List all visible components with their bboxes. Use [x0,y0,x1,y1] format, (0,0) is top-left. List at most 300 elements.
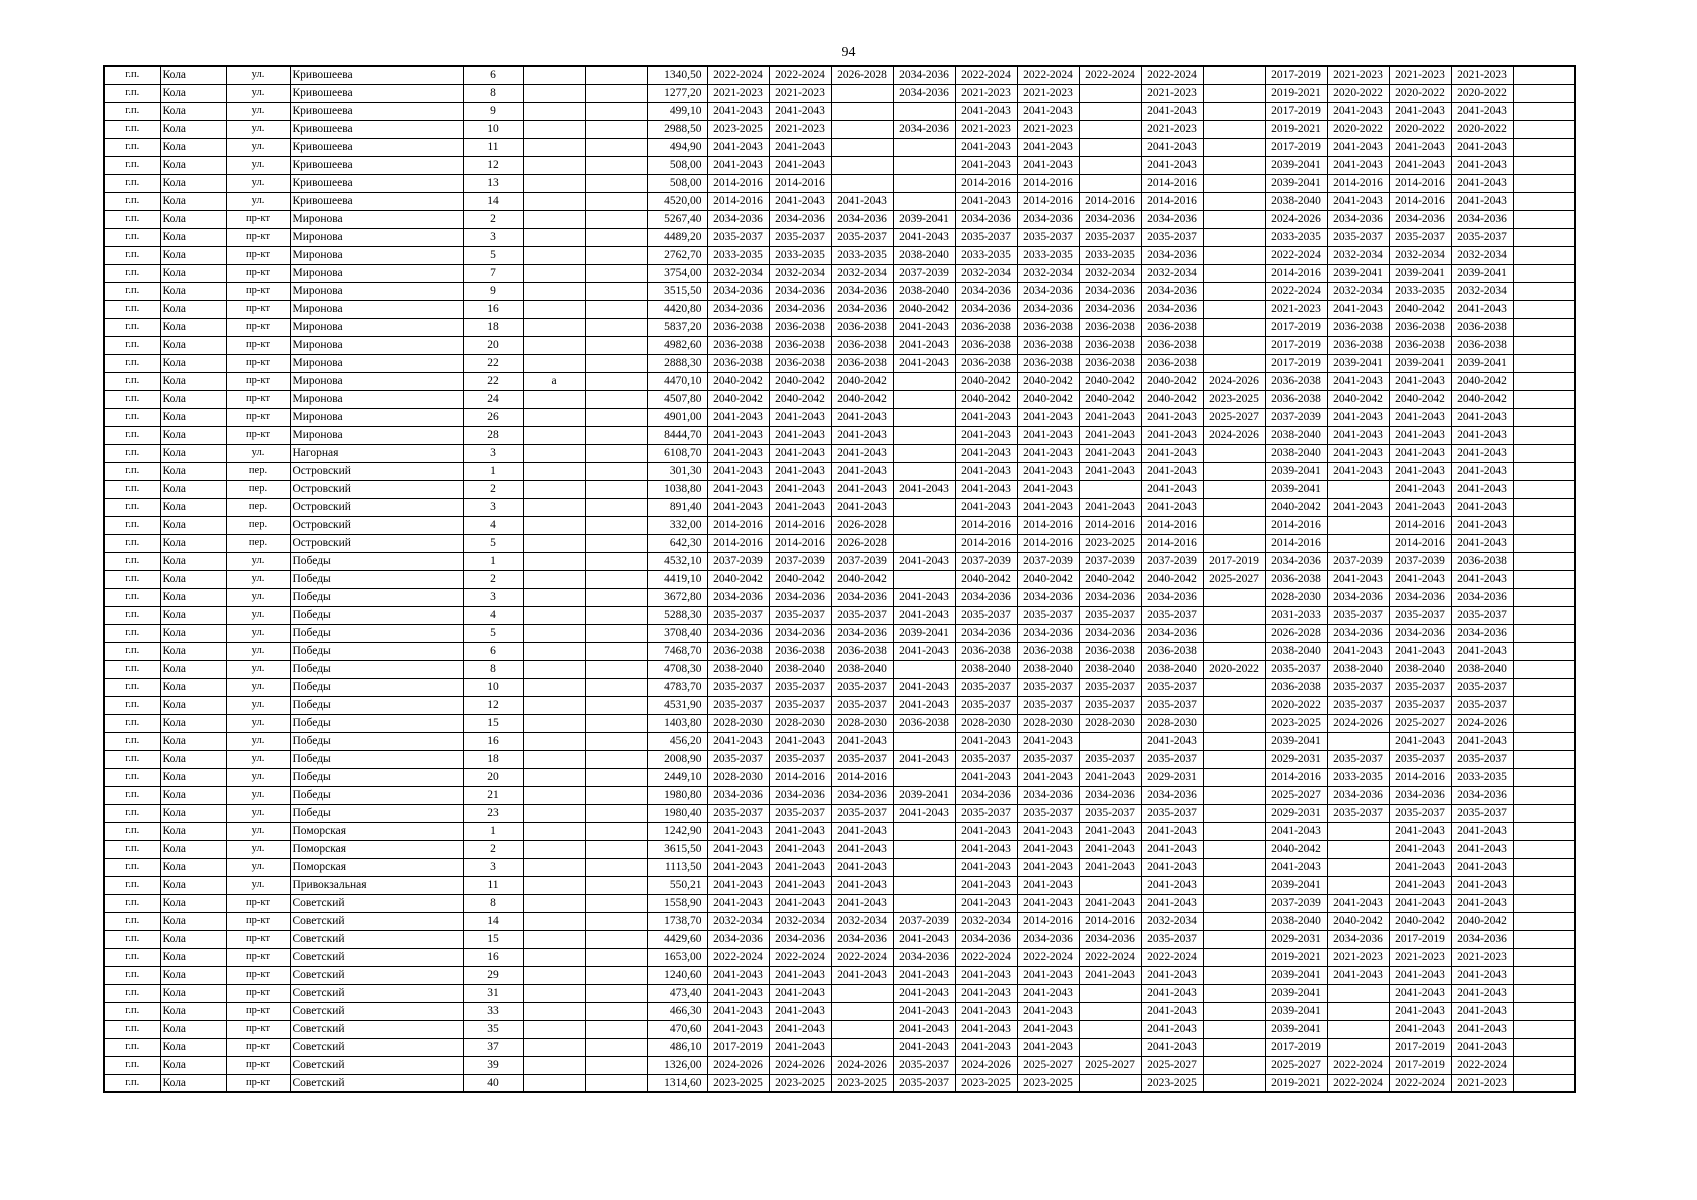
cell-term-2: 2034-2036 [769,282,831,300]
cell-term-8: 2041-2043 [1141,1038,1203,1056]
cell-term-1: 2041-2043 [707,984,769,1002]
cell-term-8: 2034-2036 [1141,282,1203,300]
cell-street-type: пр-кт [226,282,290,300]
cell-term-10: 2036-2038 [1265,372,1327,390]
cell-term-4: 2037-2039 [893,264,955,282]
cell-term-1: 2041-2043 [707,480,769,498]
cell-term-10: 2035-2037 [1265,660,1327,678]
cell-street-name: Советский [290,894,463,912]
cell-street-name: Миронова [290,426,463,444]
table-row [104,984,1575,1002]
cell-term-8: 2041-2043 [1141,156,1203,174]
cell-term-13: 2035-2037 [1451,678,1513,696]
cell-house-letter [523,498,585,516]
cell-term-8: 2014-2016 [1141,516,1203,534]
cell-settlement-type: г.п. [104,354,160,372]
cell-term-10: 2029-2031 [1265,750,1327,768]
cell-term-10: 2017-2019 [1265,336,1327,354]
cell-term-13: 2040-2042 [1451,390,1513,408]
cell-term-3: 2041-2043 [831,840,893,858]
cell-settlement-type: г.п. [104,246,160,264]
cell-term-2: 2035-2037 [769,678,831,696]
cell-term-1: 2041-2043 [707,876,769,894]
cell-house-letter [523,354,585,372]
cell-term-11: 2041-2043 [1327,156,1389,174]
cell-area: 508,00 [647,174,707,192]
cell-house-number: 8 [463,660,523,678]
cell-street-name: Миронова [290,408,463,426]
cell-area: 1558,90 [647,894,707,912]
cell-empty-trailing [1513,426,1575,444]
cell-term-10: 2019-2021 [1265,120,1327,138]
cell-term-11: 2035-2037 [1327,804,1389,822]
cell-house-number: 10 [463,120,523,138]
cell-settlement-name: Кола [160,354,226,372]
cell-street-type: пр-кт [226,1002,290,1020]
cell-street-name: Миронова [290,210,463,228]
cell-term-2: 2041-2043 [769,966,831,984]
cell-term-10: 2039-2041 [1265,732,1327,750]
cell-term-2: 2035-2037 [769,804,831,822]
cell-term-10: 2029-2031 [1265,930,1327,948]
cell-term-6: 2035-2037 [1017,678,1079,696]
table-row [104,66,1575,84]
cell-house-number: 5 [463,246,523,264]
cell-empty-trailing [1513,462,1575,480]
cell-house-number: 40 [463,1074,523,1092]
cell-term-5: 2034-2036 [955,786,1017,804]
cell-term-2: 2040-2042 [769,372,831,390]
cell-term-8: 2035-2037 [1141,696,1203,714]
cell-street-type: пр-кт [226,1074,290,1092]
cell-house-number: 2 [463,840,523,858]
cell-street-name: Победы [290,732,463,750]
cell-term-1: 2038-2040 [707,660,769,678]
cell-term-11: 2035-2037 [1327,228,1389,246]
cell-house-letter [523,120,585,138]
cell-building [585,768,647,786]
cell-house-number: 1 [463,462,523,480]
cell-building [585,66,647,84]
cell-term-12: 2035-2037 [1389,228,1451,246]
cell-street-type: ул. [226,660,290,678]
cell-term-6: 2041-2043 [1017,732,1079,750]
cell-term-6: 2038-2040 [1017,660,1079,678]
cell-house-letter [523,1002,585,1020]
cell-area: 466,30 [647,1002,707,1020]
cell-empty-trailing [1513,174,1575,192]
cell-settlement-name: Кола [160,1038,226,1056]
cell-term-1: 2035-2037 [707,696,769,714]
cell-term-9 [1203,1002,1265,1020]
cell-term-4 [893,156,955,174]
cell-area: 4708,30 [647,660,707,678]
cell-area: 4783,70 [647,678,707,696]
cell-term-3: 2034-2036 [831,588,893,606]
cell-term-5: 2041-2043 [955,480,1017,498]
cell-area: 4532,10 [647,552,707,570]
cell-term-11: 2041-2043 [1327,570,1389,588]
cell-settlement-name: Кола [160,822,226,840]
cell-street-type: ул. [226,84,290,102]
cell-street-type: пр-кт [226,912,290,930]
cell-empty-trailing [1513,246,1575,264]
cell-house-letter [523,462,585,480]
cell-term-1: 2041-2043 [707,408,769,426]
cell-street-type: пр-кт [226,318,290,336]
cell-term-11: 2038-2040 [1327,660,1389,678]
cell-settlement-name: Кола [160,876,226,894]
cell-term-12: 2036-2038 [1389,318,1451,336]
cell-settlement-type: г.п. [104,120,160,138]
cell-area: 1326,00 [647,1056,707,1074]
cell-settlement-type: г.п. [104,516,160,534]
cell-term-11: 2041-2043 [1327,498,1389,516]
cell-term-8: 2041-2043 [1141,984,1203,1002]
cell-term-12: 2035-2037 [1389,804,1451,822]
cell-term-6: 2014-2016 [1017,534,1079,552]
cell-street-name: Советский [290,1038,463,1056]
cell-term-12: 2041-2043 [1389,444,1451,462]
cell-area: 891,40 [647,498,707,516]
cell-settlement-type: г.п. [104,696,160,714]
cell-empty-trailing [1513,516,1575,534]
cell-term-7: 2036-2038 [1079,354,1141,372]
cell-settlement-type: г.п. [104,192,160,210]
cell-area: 7468,70 [647,642,707,660]
cell-term-13: 2041-2043 [1451,1020,1513,1038]
cell-term-9: 2023-2025 [1203,390,1265,408]
cell-settlement-name: Кола [160,84,226,102]
table-row [104,750,1575,768]
cell-term-8: 2034-2036 [1141,786,1203,804]
cell-empty-trailing [1513,300,1575,318]
cell-area: 499,10 [647,102,707,120]
cell-building [585,714,647,732]
cell-street-type: ул. [226,786,290,804]
cell-street-type: пр-кт [226,426,290,444]
cell-term-5: 2033-2035 [955,246,1017,264]
cell-house-letter [523,1074,585,1092]
cell-term-11: 2024-2026 [1327,714,1389,732]
cell-settlement-type: г.п. [104,138,160,156]
cell-street-type: пр-кт [226,210,290,228]
cell-term-9 [1203,678,1265,696]
cell-empty-trailing [1513,372,1575,390]
cell-term-2: 2041-2043 [769,1020,831,1038]
cell-term-8: 2041-2043 [1141,444,1203,462]
cell-term-13: 2021-2023 [1451,1074,1513,1092]
cell-settlement-name: Кола [160,246,226,264]
cell-term-11: 2034-2036 [1327,930,1389,948]
cell-settlement-name: Кола [160,894,226,912]
cell-street-name: Нагорная [290,444,463,462]
cell-term-4 [893,444,955,462]
cell-area: 1340,50 [647,66,707,84]
cell-term-5: 2041-2043 [955,966,1017,984]
cell-term-13: 2020-2022 [1451,120,1513,138]
cell-street-type: пр-кт [226,930,290,948]
cell-term-6: 2028-2030 [1017,714,1079,732]
cell-area: 2008,90 [647,750,707,768]
cell-term-7: 2014-2016 [1079,516,1141,534]
cell-term-11: 2041-2043 [1327,372,1389,390]
cell-settlement-name: Кола [160,66,226,84]
cell-term-6: 2035-2037 [1017,606,1079,624]
cell-term-10: 2019-2021 [1265,948,1327,966]
cell-term-4: 2034-2036 [893,66,955,84]
cell-settlement-type: г.п. [104,372,160,390]
table-row [104,804,1575,822]
cell-term-11: 2034-2036 [1327,786,1389,804]
cell-term-12: 2020-2022 [1389,84,1451,102]
cell-settlement-name: Кола [160,300,226,318]
cell-term-13: 2041-2043 [1451,534,1513,552]
cell-term-4 [893,372,955,390]
cell-house-letter [523,210,585,228]
cell-term-5: 2040-2042 [955,372,1017,390]
cell-term-5: 2028-2030 [955,714,1017,732]
cell-house-letter [523,876,585,894]
cell-term-12: 2041-2043 [1389,372,1451,390]
cell-term-13: 2041-2043 [1451,444,1513,462]
cell-street-type: пр-кт [226,408,290,426]
cell-term-9: 2024-2026 [1203,372,1265,390]
table-row [104,678,1575,696]
cell-settlement-type: г.п. [104,1038,160,1056]
cell-building [585,624,647,642]
cell-term-12: 2034-2036 [1389,588,1451,606]
cell-area: 301,30 [647,462,707,480]
cell-term-13: 2032-2034 [1451,282,1513,300]
cell-area: 3615,50 [647,840,707,858]
cell-term-8: 2041-2043 [1141,822,1203,840]
cell-term-13: 2041-2043 [1451,732,1513,750]
cell-building [585,498,647,516]
cell-term-8: 2041-2043 [1141,408,1203,426]
cell-term-7: 2025-2027 [1079,1056,1141,1074]
cell-building [585,516,647,534]
cell-term-10: 2031-2033 [1265,606,1327,624]
cell-term-13: 2036-2038 [1451,318,1513,336]
cell-building [585,588,647,606]
cell-building [585,570,647,588]
cell-street-name: Победы [290,552,463,570]
cell-area: 642,30 [647,534,707,552]
cell-term-5: 2022-2024 [955,66,1017,84]
cell-building [585,120,647,138]
cell-settlement-name: Кола [160,156,226,174]
cell-empty-trailing [1513,552,1575,570]
cell-term-13: 2041-2043 [1451,426,1513,444]
cell-settlement-type: г.п. [104,444,160,462]
cell-house-number: 16 [463,732,523,750]
cell-term-5: 2024-2026 [955,1056,1017,1074]
cell-term-13: 2041-2043 [1451,156,1513,174]
cell-term-12: 2041-2043 [1389,480,1451,498]
cell-street-type: ул. [226,192,290,210]
cell-term-8: 2041-2043 [1141,858,1203,876]
cell-empty-trailing [1513,138,1575,156]
cell-term-12: 2041-2043 [1389,876,1451,894]
cell-term-7: 2033-2035 [1079,246,1141,264]
cell-term-11 [1327,1020,1389,1038]
cell-house-number: 18 [463,750,523,768]
cell-term-6: 2041-2043 [1017,426,1079,444]
cell-term-9 [1203,156,1265,174]
cell-street-name: Миронова [290,246,463,264]
cell-term-8: 2022-2024 [1141,948,1203,966]
cell-area: 1113,50 [647,858,707,876]
cell-term-11: 2041-2043 [1327,138,1389,156]
cell-term-8: 2041-2043 [1141,480,1203,498]
cell-term-5: 2041-2043 [955,138,1017,156]
cell-term-11: 2037-2039 [1327,552,1389,570]
cell-term-11 [1327,822,1389,840]
cell-term-9 [1203,1038,1265,1056]
cell-street-type: ул. [226,678,290,696]
cell-term-11: 2041-2043 [1327,462,1389,480]
cell-term-1: 2036-2038 [707,318,769,336]
cell-settlement-name: Кола [160,210,226,228]
cell-house-letter [523,480,585,498]
cell-street-name: Миронова [290,372,463,390]
cell-term-12: 2038-2040 [1389,660,1451,678]
cell-term-13: 2041-2043 [1451,570,1513,588]
cell-house-number: 29 [463,966,523,984]
cell-term-10: 2028-2030 [1265,588,1327,606]
cell-term-1: 2017-2019 [707,1038,769,1056]
cell-term-10: 2024-2026 [1265,210,1327,228]
cell-settlement-name: Кола [160,498,226,516]
cell-street-name: Победы [290,786,463,804]
cell-house-number: 2 [463,210,523,228]
cell-term-5: 2037-2039 [955,552,1017,570]
cell-term-11: 2039-2041 [1327,264,1389,282]
cell-term-6: 2041-2043 [1017,876,1079,894]
cell-term-8: 2034-2036 [1141,300,1203,318]
cell-street-type: пер. [226,516,290,534]
cell-term-1: 2034-2036 [707,282,769,300]
cell-settlement-type: г.п. [104,804,160,822]
cell-term-1: 2024-2026 [707,1056,769,1074]
cell-term-11: 2021-2023 [1327,66,1389,84]
cell-building [585,264,647,282]
cell-empty-trailing [1513,732,1575,750]
cell-street-name: Миронова [290,390,463,408]
cell-settlement-name: Кола [160,678,226,696]
cell-term-8: 2037-2039 [1141,552,1203,570]
cell-term-12: 2041-2043 [1389,102,1451,120]
cell-area: 1242,90 [647,822,707,840]
cell-term-13: 2041-2043 [1451,516,1513,534]
cell-area: 4489,20 [647,228,707,246]
cell-street-type: ул. [226,66,290,84]
cell-house-number: 15 [463,714,523,732]
cell-house-number: 11 [463,876,523,894]
cell-term-1: 2041-2043 [707,966,769,984]
cell-settlement-name: Кола [160,588,226,606]
cell-term-5: 2036-2038 [955,318,1017,336]
cell-term-10: 2039-2041 [1265,1020,1327,1038]
cell-settlement-name: Кола [160,624,226,642]
cell-street-type: пр-кт [226,354,290,372]
cell-term-10: 2038-2040 [1265,642,1327,660]
cell-settlement-type: г.п. [104,984,160,1002]
cell-term-12: 2039-2041 [1389,354,1451,372]
table-row [104,264,1575,282]
cell-term-4: 2034-2036 [893,948,955,966]
cell-house-number: 5 [463,624,523,642]
cell-term-9 [1203,714,1265,732]
cell-house-letter [523,768,585,786]
cell-street-name: Кривошеева [290,174,463,192]
cell-house-number: 5 [463,534,523,552]
cell-empty-trailing [1513,930,1575,948]
cell-term-3: 2037-2039 [831,552,893,570]
cell-term-9 [1203,966,1265,984]
cell-term-1: 2035-2037 [707,804,769,822]
cell-street-name: Победы [290,750,463,768]
cell-street-type: ул. [226,822,290,840]
cell-term-8: 2035-2037 [1141,228,1203,246]
cell-term-11: 2041-2043 [1327,444,1389,462]
cell-term-5: 2035-2037 [955,696,1017,714]
cell-street-type: ул. [226,624,290,642]
cell-term-10: 2039-2041 [1265,156,1327,174]
cell-settlement-name: Кола [160,660,226,678]
table-row [104,120,1575,138]
cell-term-9: 2024-2026 [1203,426,1265,444]
cell-house-letter [523,822,585,840]
cell-building [585,840,647,858]
cell-term-11: 2041-2043 [1327,966,1389,984]
cell-street-name: Островский [290,534,463,552]
cell-term-5: 2041-2043 [955,408,1017,426]
cell-term-3: 2041-2043 [831,408,893,426]
cell-term-4 [893,822,955,840]
cell-street-type: ул. [226,138,290,156]
cell-building [585,1038,647,1056]
cell-settlement-type: г.п. [104,66,160,84]
cell-term-6: 2041-2043 [1017,1038,1079,1056]
cell-term-4: 2041-2043 [893,1002,955,1020]
cell-term-1: 2041-2043 [707,498,769,516]
cell-term-11: 2020-2022 [1327,120,1389,138]
cell-term-6: 2040-2042 [1017,570,1079,588]
cell-street-name: Победы [290,696,463,714]
cell-street-name: Миронова [290,336,463,354]
cell-house-letter [523,264,585,282]
cell-term-6: 2035-2037 [1017,228,1079,246]
cell-settlement-type: г.п. [104,534,160,552]
cell-term-4: 2041-2043 [893,1020,955,1038]
cell-street-name: Победы [290,588,463,606]
cell-house-letter [523,984,585,1002]
cell-house-number: 14 [463,192,523,210]
cell-house-number: 7 [463,264,523,282]
cell-term-8: 2014-2016 [1141,192,1203,210]
cell-house-letter [523,156,585,174]
cell-term-5: 2014-2016 [955,534,1017,552]
cell-term-4 [893,192,955,210]
cell-term-3: 2022-2024 [831,948,893,966]
cell-term-10: 2014-2016 [1265,534,1327,552]
cell-term-3: 2023-2025 [831,1074,893,1092]
cell-term-4 [893,138,955,156]
cell-empty-trailing [1513,606,1575,624]
cell-empty-trailing [1513,390,1575,408]
